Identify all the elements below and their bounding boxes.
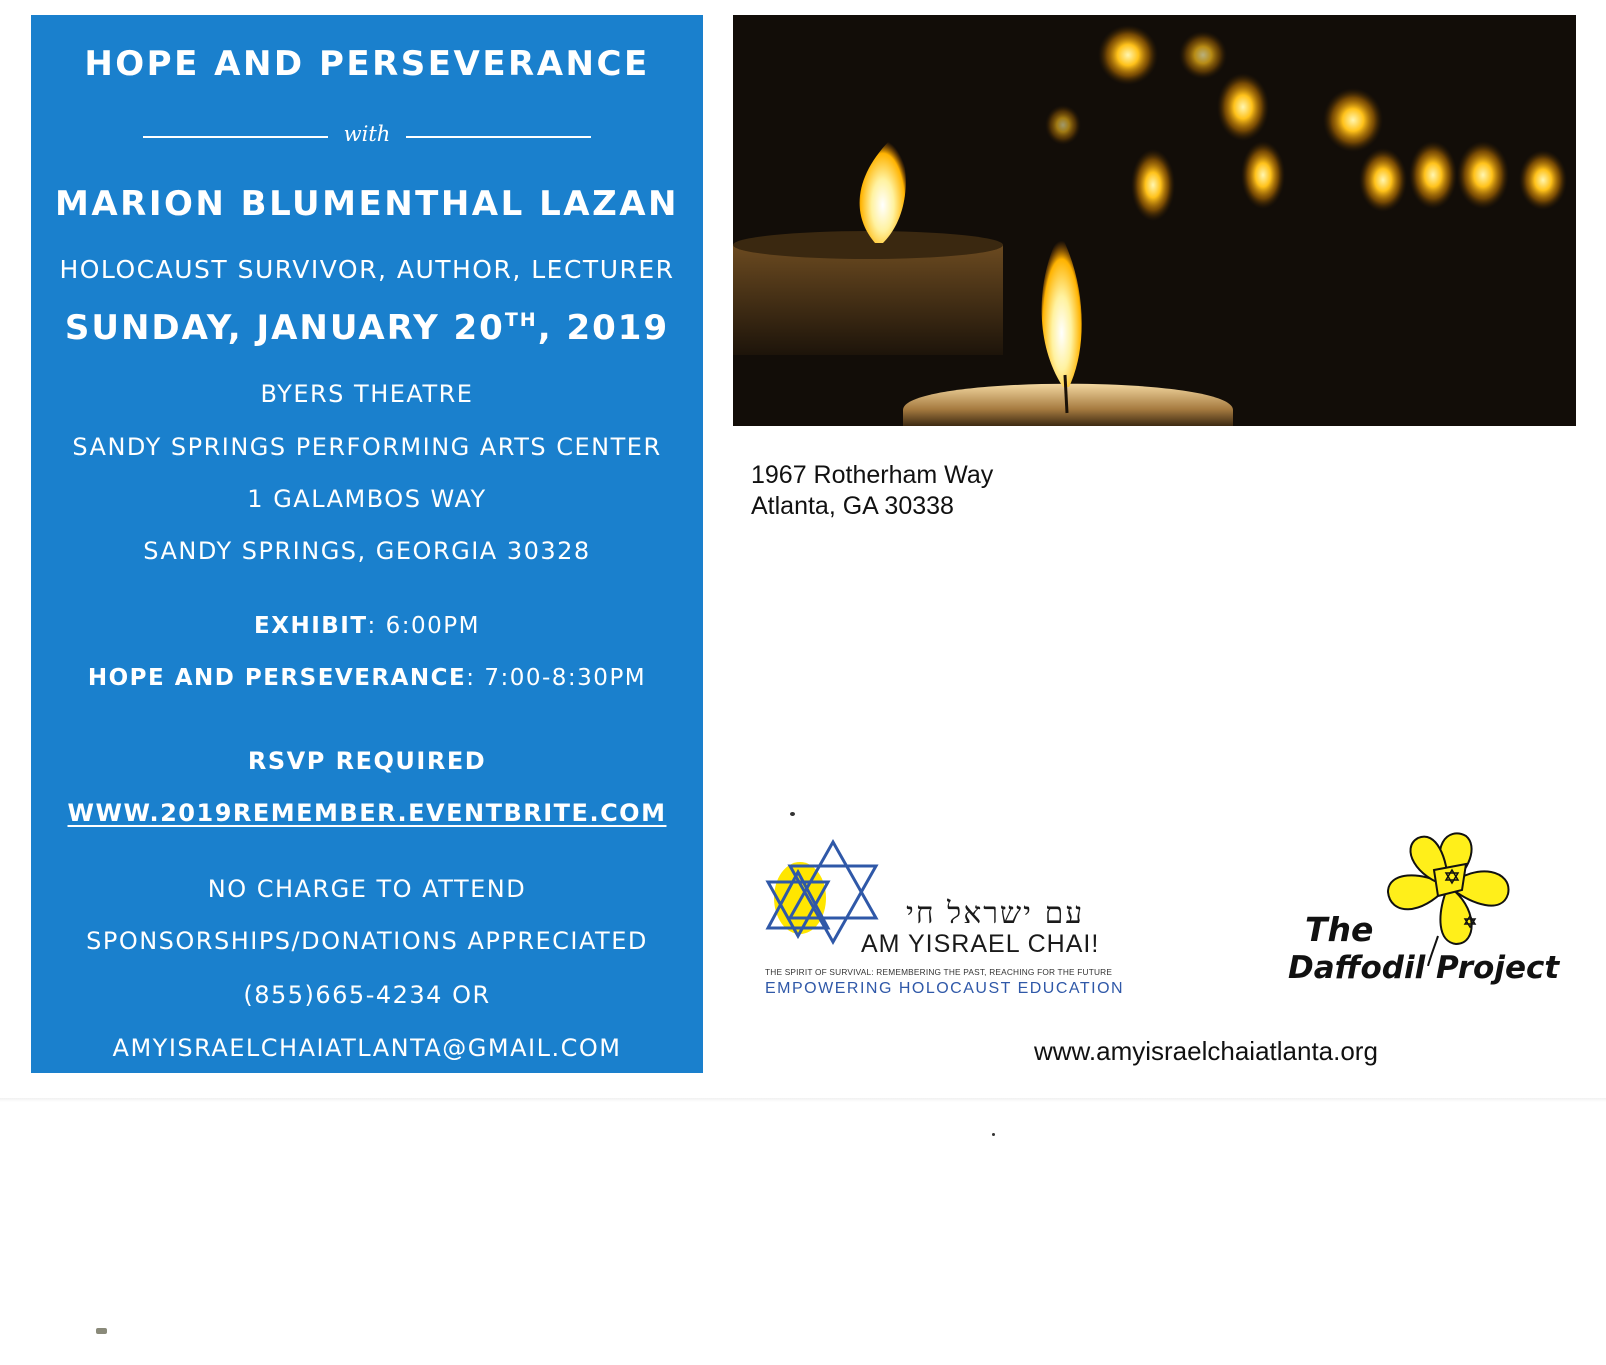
am-yisrael-chai-logo xyxy=(758,836,1158,1006)
dust-speck xyxy=(790,812,795,816)
daffodil-logo-line-2: Daffodil Project xyxy=(1288,950,1560,986)
website-link[interactable]: www.amyisraelchaiatlanta.org xyxy=(1034,1036,1378,1066)
venue-center: SANDY SPRINGS PERFORMING ARTS CENTER xyxy=(72,433,662,461)
program-label: HOPE AND PERSEVERANCE xyxy=(87,665,467,691)
venue-city: SANDY SPRINGS, GEORGIA 30328 xyxy=(143,537,591,565)
daffodil-project-logo xyxy=(1283,826,1583,996)
exhibit-time xyxy=(31,615,703,638)
venue-street: 1 GALAMBOS WAY xyxy=(247,485,487,513)
scan-edge xyxy=(0,1098,1606,1102)
candles-illustration xyxy=(733,15,1576,426)
ayc-name: AM YISRAEL CHAI! xyxy=(861,930,1100,958)
candles-photo xyxy=(733,15,1576,426)
ayc-hebrew-name: עם ישראל חי xyxy=(906,896,1085,931)
daffodil-logo-line-1: The xyxy=(1305,910,1374,949)
contact-phone: (855)665-4234 OR xyxy=(243,981,491,1009)
mailing-address xyxy=(751,460,993,522)
program-time xyxy=(31,667,703,690)
address-line-1: 1967 Rotherham Way xyxy=(751,461,994,489)
venue-name: BYERS THEATRE xyxy=(260,380,474,408)
event-title: HOPE AND PERSEVERANCE xyxy=(84,44,650,84)
exhibit-time-value: : 6:00PM xyxy=(367,613,480,639)
ayc-education: EMPOWERING HOLOCAUST EDUCATION xyxy=(765,980,1125,997)
event-date-year: , 2019 xyxy=(537,308,670,348)
contact-email: AMYISRAELCHAIATLANTA@GMAIL.COM xyxy=(112,1034,622,1062)
dust-speck xyxy=(96,1328,107,1334)
exhibit-label: EXHIBIT xyxy=(254,613,368,639)
address-line-2: Atlanta, GA 30338 xyxy=(751,492,954,520)
speaker-name: MARION BLUMENTHAL LAZAN xyxy=(54,184,680,224)
sponsorship-note: SPONSORSHIPS/DONATIONS APPRECIATED xyxy=(86,927,648,955)
event-flyer-panel xyxy=(31,15,703,1073)
dust-speck xyxy=(992,1133,995,1136)
program-time-value: : 7:00-8:30PM xyxy=(466,665,647,691)
admission-note: NO CHARGE TO ATTEND xyxy=(207,875,527,903)
divider-line-right xyxy=(406,136,591,138)
with-divider xyxy=(143,120,591,150)
event-date xyxy=(31,308,703,348)
daffodil-icon xyxy=(1378,826,1518,966)
ayc-tagline: THE SPIRIT OF SURVIVAL: REMEMBERING THE PAST, REACHING FOR THE FUTURE xyxy=(765,967,1113,977)
event-date-day: SUNDAY, JANUARY 20 xyxy=(64,308,505,348)
with-label: with xyxy=(343,122,391,146)
rsvp-link[interactable]: WWW.2019REMEMBER.EVENTBRITE.COM xyxy=(67,799,667,827)
rsvp-notice: RSVP REQUIRED xyxy=(247,747,487,775)
speaker-role: HOLOCAUST SURVIVOR, AUTHOR, LECTURER xyxy=(59,255,675,284)
event-date-suffix: TH xyxy=(504,309,538,331)
